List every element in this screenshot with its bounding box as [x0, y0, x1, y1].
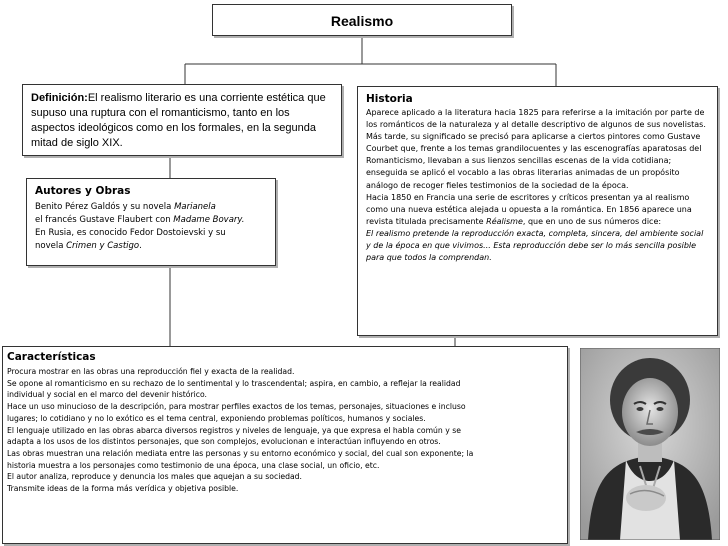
autores-l4-end: .	[139, 241, 142, 251]
definicion-label: Definición:	[31, 92, 88, 104]
car-line-6: El lenguaje utilizado en las obras abarca diversos registros y niveles de lenguaje, ya que expresa el habla común y se	[7, 425, 461, 435]
car-line-8: Las obras muestran una relación mediata entre las personas y su entorno económico y social, del cual son exponente; la	[7, 448, 474, 458]
car-line-7: adapta a los usos de los distintos personajes, que son complejos, evolucionan e interactúan influyendo en otros.	[7, 437, 441, 447]
car-line-9: historia muestra a los personajes como testimonio de una época, una clase social, un oficio, etc.	[7, 460, 380, 470]
autores-l4-text: novela	[35, 241, 67, 251]
portrait-photo	[580, 348, 720, 540]
definicion-text: El realismo literario es una corriente estética que supuso una ruptura con el romanticismo, tanto en los aspectos ideológicos como en los formales, en la segunda mitad de siglo XIX.	[31, 92, 326, 149]
historia-p2-b: , que en uno de sus números dice:	[522, 216, 662, 226]
historia-heading: Historia	[366, 93, 413, 105]
autores-l4-title: Crimen y Castigo	[66, 241, 140, 251]
definicion-box	[22, 84, 342, 156]
autores-heading: Autores y Obras	[35, 185, 131, 197]
autores-l1-text: Benito Pérez Galdós y su novela	[35, 202, 175, 212]
autores-l2-title: Madame Bovary.	[173, 215, 245, 225]
car-line-3: individual y social en el marco del devenir histórico.	[7, 390, 207, 400]
autores-line-1	[35, 201, 267, 214]
page-title: Realismo	[330, 13, 394, 29]
autores-line-3: En Rusia, es conocido Fedor Dostoievski y su	[35, 228, 226, 238]
car-line-11: Transmite ideas de la forma más verídica y objetiva posible.	[7, 484, 239, 494]
car-line-4: Hace un uso minucioso de la descripción, para mostrar perfiles exactos de los temas, personajes, situaciones e incluso	[7, 402, 466, 412]
car-line-2: Se opone al romanticismo en su rechazo de lo sentimental y lo trascendental; aspira, en cambio, a reflejar la realidad	[7, 378, 461, 388]
autores-line-4	[35, 240, 267, 253]
autores-l2-text: el francés Gustave Flaubert con	[35, 215, 174, 225]
car-line-1: Procura mostrar en las obras una reproducción fiel y exacta de la realidad.	[7, 367, 295, 376]
historia-p1: Aparece aplicado a la literatura hacia 1825 para referirse a la imitación por parte de los románticos de la naturaleza y al detalle descriptivo de algunos de sus novelistas. Más tarde, su significado se precisó para aplicarse a ciertos pintores como Gustave Courbet que, frente a los temas grandilocuentes y las escenografías aparatosas del Romanticismo, llevaban a sus lienzos sencillas escenas de la vida cotidiana; enseguida se aplicó el vocablo a las obras literarias animadas de un propósito análogo de recoger fieles testimonios de la sociedad de la época.	[366, 108, 706, 190]
autores-l1-title: Marianela	[174, 202, 216, 212]
historia-p2	[366, 192, 709, 228]
historia-quote-text: El realismo pretende la reproducción exacta, completa, sincera, del ambiente social y de la época en que vivimos... Esta reproducción debe ser lo más sencilla posible para que todos la comprendan.	[366, 228, 704, 263]
caracteristicas-heading: Características	[7, 351, 96, 363]
historia-p2-a: Hacia 1850 en Francia una serie de escritores y críticos presentan ya al realismo como una nueva estética alejada u opuesta a la romántica. En 1856 aparece una revista titulada precisamente	[366, 192, 692, 226]
car-line-10: El autor analiza, reproduce y denuncia los males que aquejan a su sociedad.	[7, 472, 302, 482]
historia-quote	[366, 228, 709, 264]
historia-p2-em: Réalisme	[486, 216, 523, 226]
autores-box	[26, 178, 276, 266]
historia-box	[357, 86, 718, 336]
autores-line-2	[35, 214, 267, 227]
title-box	[212, 4, 512, 36]
car-line-5: lugares; lo cotidiano y no lo exótico es el tema central, exponiendo problemas políticos, humanos y sociales.	[7, 413, 426, 423]
caracteristicas-box	[2, 346, 568, 544]
